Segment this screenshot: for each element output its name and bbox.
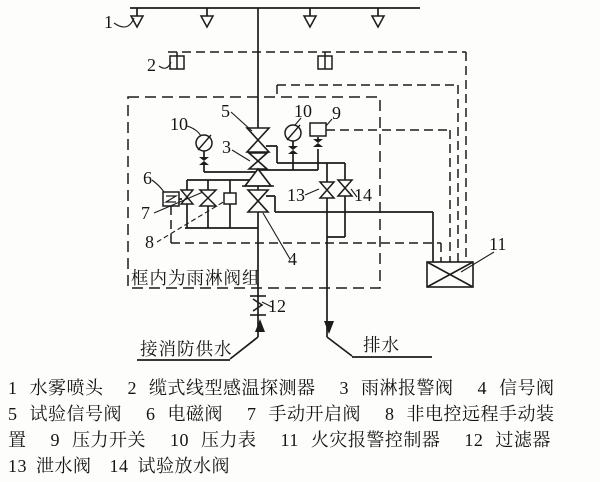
- test-drain-header: [266, 146, 345, 182]
- valve-triangle: [249, 153, 267, 161]
- leader-13: [305, 189, 319, 195]
- callout-1: 1: [104, 12, 113, 32]
- legend-line-3: 置 9 压力开关 10 压力表 11 火灾报警控制器 12 过滤器: [8, 430, 551, 450]
- gauge-cock: [199, 161, 209, 165]
- supply-flow-arrow-icon: [255, 319, 265, 332]
- drain-flow-arrow-icon: [324, 321, 334, 334]
- legend-line-2: 5 试验信号阀 6 电磁阀 7 手动开启阀 8 非电控远程手动装: [8, 404, 555, 424]
- fire-alarm-controller-icon: [427, 262, 473, 287]
- callout-3: 3: [222, 137, 231, 157]
- valve-triangle: [338, 188, 352, 196]
- nozzle-icon: [372, 16, 384, 27]
- leader-1: [114, 18, 134, 27]
- switch-cock: [313, 139, 323, 143]
- leader-5: [231, 112, 252, 131]
- remote-manual-device-icon: [224, 193, 236, 204]
- valve-triangle: [320, 190, 334, 198]
- gauge-cock: [288, 146, 298, 150]
- valve-triangle: [320, 182, 334, 190]
- pressure-switch-icon: [310, 123, 326, 147]
- heat-detector-icons: [170, 52, 332, 69]
- leader-6: [152, 180, 164, 192]
- pressure-gauge-left-icon: [196, 135, 212, 165]
- test-release-valve-icon: [338, 180, 352, 196]
- pressure-gauge-right-icon: [285, 125, 301, 154]
- signal-valve-icon: [248, 190, 268, 212]
- callout-6: 6: [143, 168, 152, 188]
- callout-9: 9: [332, 103, 341, 123]
- gauge-cock: [288, 150, 298, 154]
- nozzle-icon: [304, 16, 316, 27]
- leader-4: [263, 213, 290, 259]
- valve-triangle: [338, 180, 352, 188]
- callout-5: 5: [221, 101, 230, 121]
- test-signal-valve-icon: [247, 128, 269, 152]
- trim-ladder-rails: [185, 180, 258, 228]
- callout-2: 2: [147, 55, 156, 75]
- valve-triangle: [247, 140, 269, 152]
- switch-cock: [313, 143, 323, 147]
- drain-label: 排水: [363, 335, 400, 355]
- leader-2: [159, 62, 171, 68]
- valve-triangle: [248, 201, 268, 212]
- callout-10-left: 10: [170, 114, 188, 134]
- callout-4: 4: [288, 249, 297, 269]
- callout-13: 13: [287, 185, 305, 205]
- legend-line-1: 1 水雾喷头 2 缆式线型感温探测器 3 雨淋报警阀 4 信号阀: [8, 378, 555, 398]
- callout-12: 12: [268, 296, 286, 316]
- frame-note-label: 框内为雨淋阀组: [131, 268, 261, 288]
- valve-triangle: [200, 190, 216, 198]
- legend-line-4: 13 泄水阀 14 试验放水阀: [8, 456, 230, 476]
- callout-7: 7: [141, 203, 150, 223]
- valve-triangle: [248, 190, 268, 201]
- callout-8: 8: [145, 232, 154, 252]
- electric-circuits: [168, 52, 466, 262]
- gauge-cock: [199, 157, 209, 161]
- solenoid-wire: [171, 206, 441, 262]
- switch-box: [310, 123, 326, 136]
- supply-label: 接消防供水: [140, 339, 233, 359]
- nozzle-icon: [201, 16, 213, 27]
- drain-valve-icon: [320, 182, 334, 198]
- callout-10-right: 10: [294, 101, 312, 121]
- detector-loop-wire: [168, 52, 466, 262]
- leader-10-left: [187, 126, 201, 136]
- callout-14: 14: [354, 185, 372, 205]
- callout-11: 11: [489, 234, 507, 254]
- valve-triangle: [200, 198, 216, 206]
